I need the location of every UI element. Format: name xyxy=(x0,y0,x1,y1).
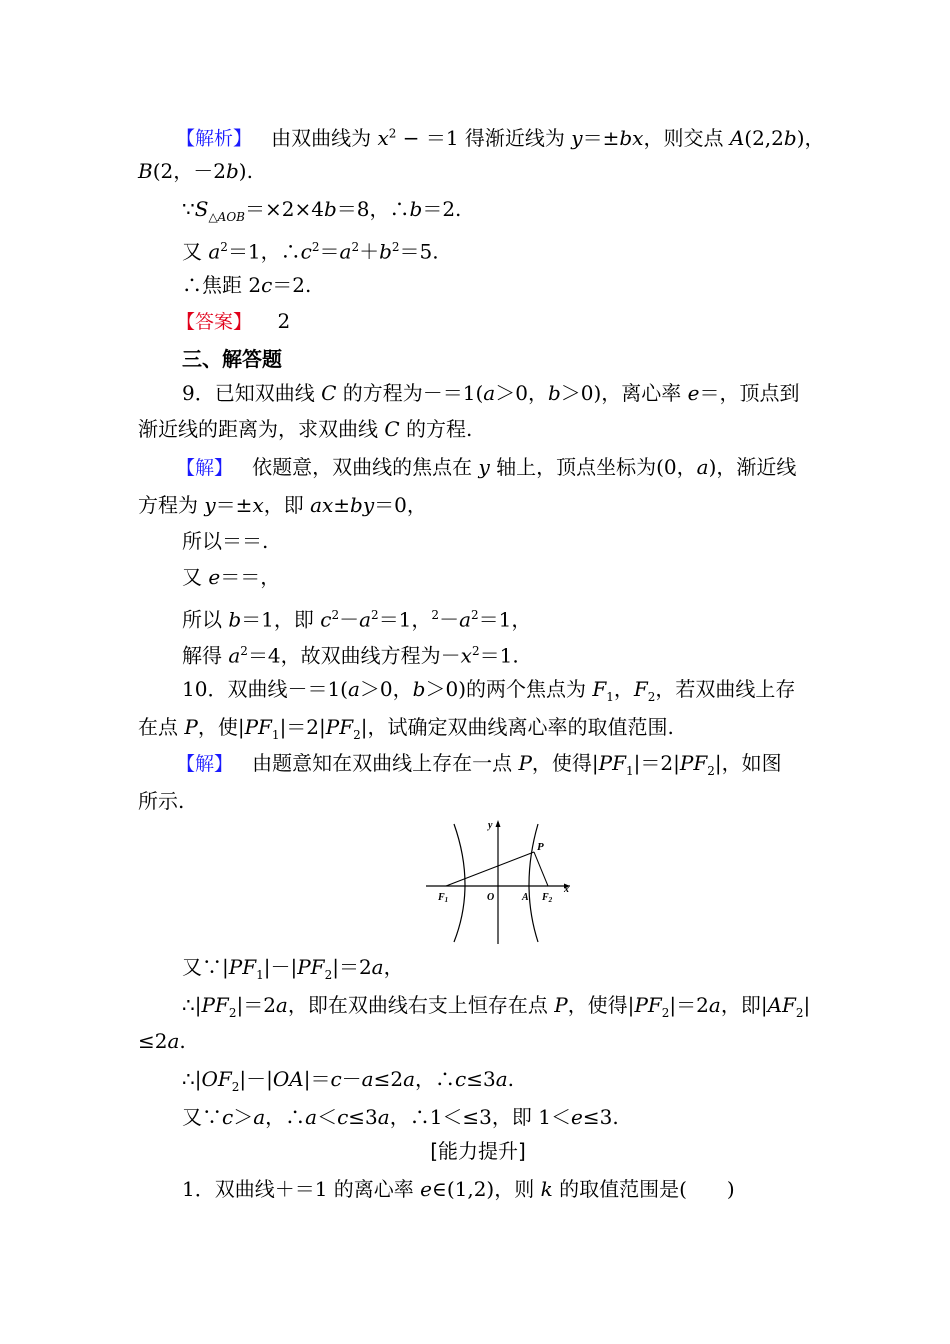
solution-9-line-5: 所以 b＝1，即 $c^2-a^2=1$，$^2-a^2=1$， xyxy=(182,607,532,632)
f1-label: $F_1$ xyxy=(438,892,449,904)
analysis-line-4: 又 $a^2=1$，$\therefore c^2=a^2+b^2=5$. xyxy=(182,239,439,264)
f2-label: $F_2$ xyxy=(542,892,553,904)
hyperbola-figure xyxy=(424,818,574,946)
problem-9-line-1: 9．已知双曲线 C 的方程为－＝1(a＞0，b＞0)，离心率 e＝，顶点到 xyxy=(182,381,800,405)
solution-10-line-4: $\therefore|PF_2|=2a$，即在双曲线右支上恒存在点 P，使得$|PF_2|=2a$，即$|AF_2|$ xyxy=(182,993,811,1020)
analysis-line-2: B(2，－2b). xyxy=(138,159,253,183)
section-heading: 三、解答题 xyxy=(182,347,282,371)
solution-9-line-6: 解得 $a^2=4$，故双曲线方程为$-x^2=1$. xyxy=(182,643,519,668)
problem-10-line-1: 10．双曲线－＝1(a＞0，b＞0)的两个焦点为 $F_1$，$F_2$，若双曲线上存 xyxy=(182,677,796,704)
ability-heading: [能力提升] xyxy=(430,1139,526,1163)
analysis-line-3: $\because S_{\triangle AOB}=\times 2\times 4b=8$，∴b＝2. xyxy=(182,197,462,224)
left-branch xyxy=(454,824,465,942)
solution-10-line-3: 又$\because|PF_1|-|PF_2|=2a$， xyxy=(182,955,404,982)
ability-problem-1: 1．双曲线＋＝1 的离心率 e∈(1,2)，则 k 的取值范围是( ) xyxy=(182,1177,735,1201)
x-label: x xyxy=(564,884,569,895)
a-label: A xyxy=(522,892,529,903)
solution-tag-9: 【解】 xyxy=(176,457,234,479)
solution-10-line-1: 【解】 由题意知在双曲线上存在一点 P，使得$|PF_1|=2|PF_2|$，如图 xyxy=(176,751,782,778)
o-label: O xyxy=(487,892,495,903)
analysis-line-1 xyxy=(176,118,825,154)
answer-value: 2 xyxy=(258,309,291,333)
answer-line xyxy=(176,306,812,337)
solution-tag-10: 【解】 xyxy=(176,753,234,775)
solution-10-line-7: 又∵c＞a，∴a＜c≤3a，∴1＜≤3，即 1＜e≤3. xyxy=(182,1105,619,1129)
segment-pf1 xyxy=(446,852,534,886)
solution-9-line-2: 方程为 y＝±x，即 ax±by＝0， xyxy=(138,493,427,517)
problem-10-line-2: 在点 P，使$|PF_1|=2|PF_2|$，试确定双曲线离心率的取值范围. xyxy=(138,715,674,742)
solution-9-line-3: 所以＝＝. xyxy=(182,529,269,553)
segment-pf2 xyxy=(534,852,548,886)
y-label: y xyxy=(488,820,493,831)
analysis-tag: 【解析】 xyxy=(176,127,253,150)
solution-10-line-5: ≤2a. xyxy=(138,1029,186,1053)
solution-10-line-6: $\therefore|OF_2|-|OA|=c-a\le 2a$，∴c≤3a. xyxy=(182,1067,515,1094)
solution-10-line-2: 所示. xyxy=(138,789,185,813)
analysis-line-5: ∴焦距 2c＝2. xyxy=(182,273,312,297)
solution-9-line-1: 【解】 依题意，双曲线的焦点在 y 轴上，顶点坐标为(0，a)，渐近线 xyxy=(176,455,797,479)
y-axis-arrow xyxy=(496,820,501,827)
analysis-text-1: 由双曲线为 $x^2 - =1$ 得渐近线为 y＝±bx，则交点 A(2,2b)， xyxy=(258,125,825,150)
problem-9-line-2: 渐近线的距离为，求双曲线 C 的方程. xyxy=(138,417,473,441)
answer-tag: 【答案】 xyxy=(176,311,253,333)
p-label: P xyxy=(537,841,544,853)
solution-9-line-4: 又 e＝＝， xyxy=(182,565,281,589)
